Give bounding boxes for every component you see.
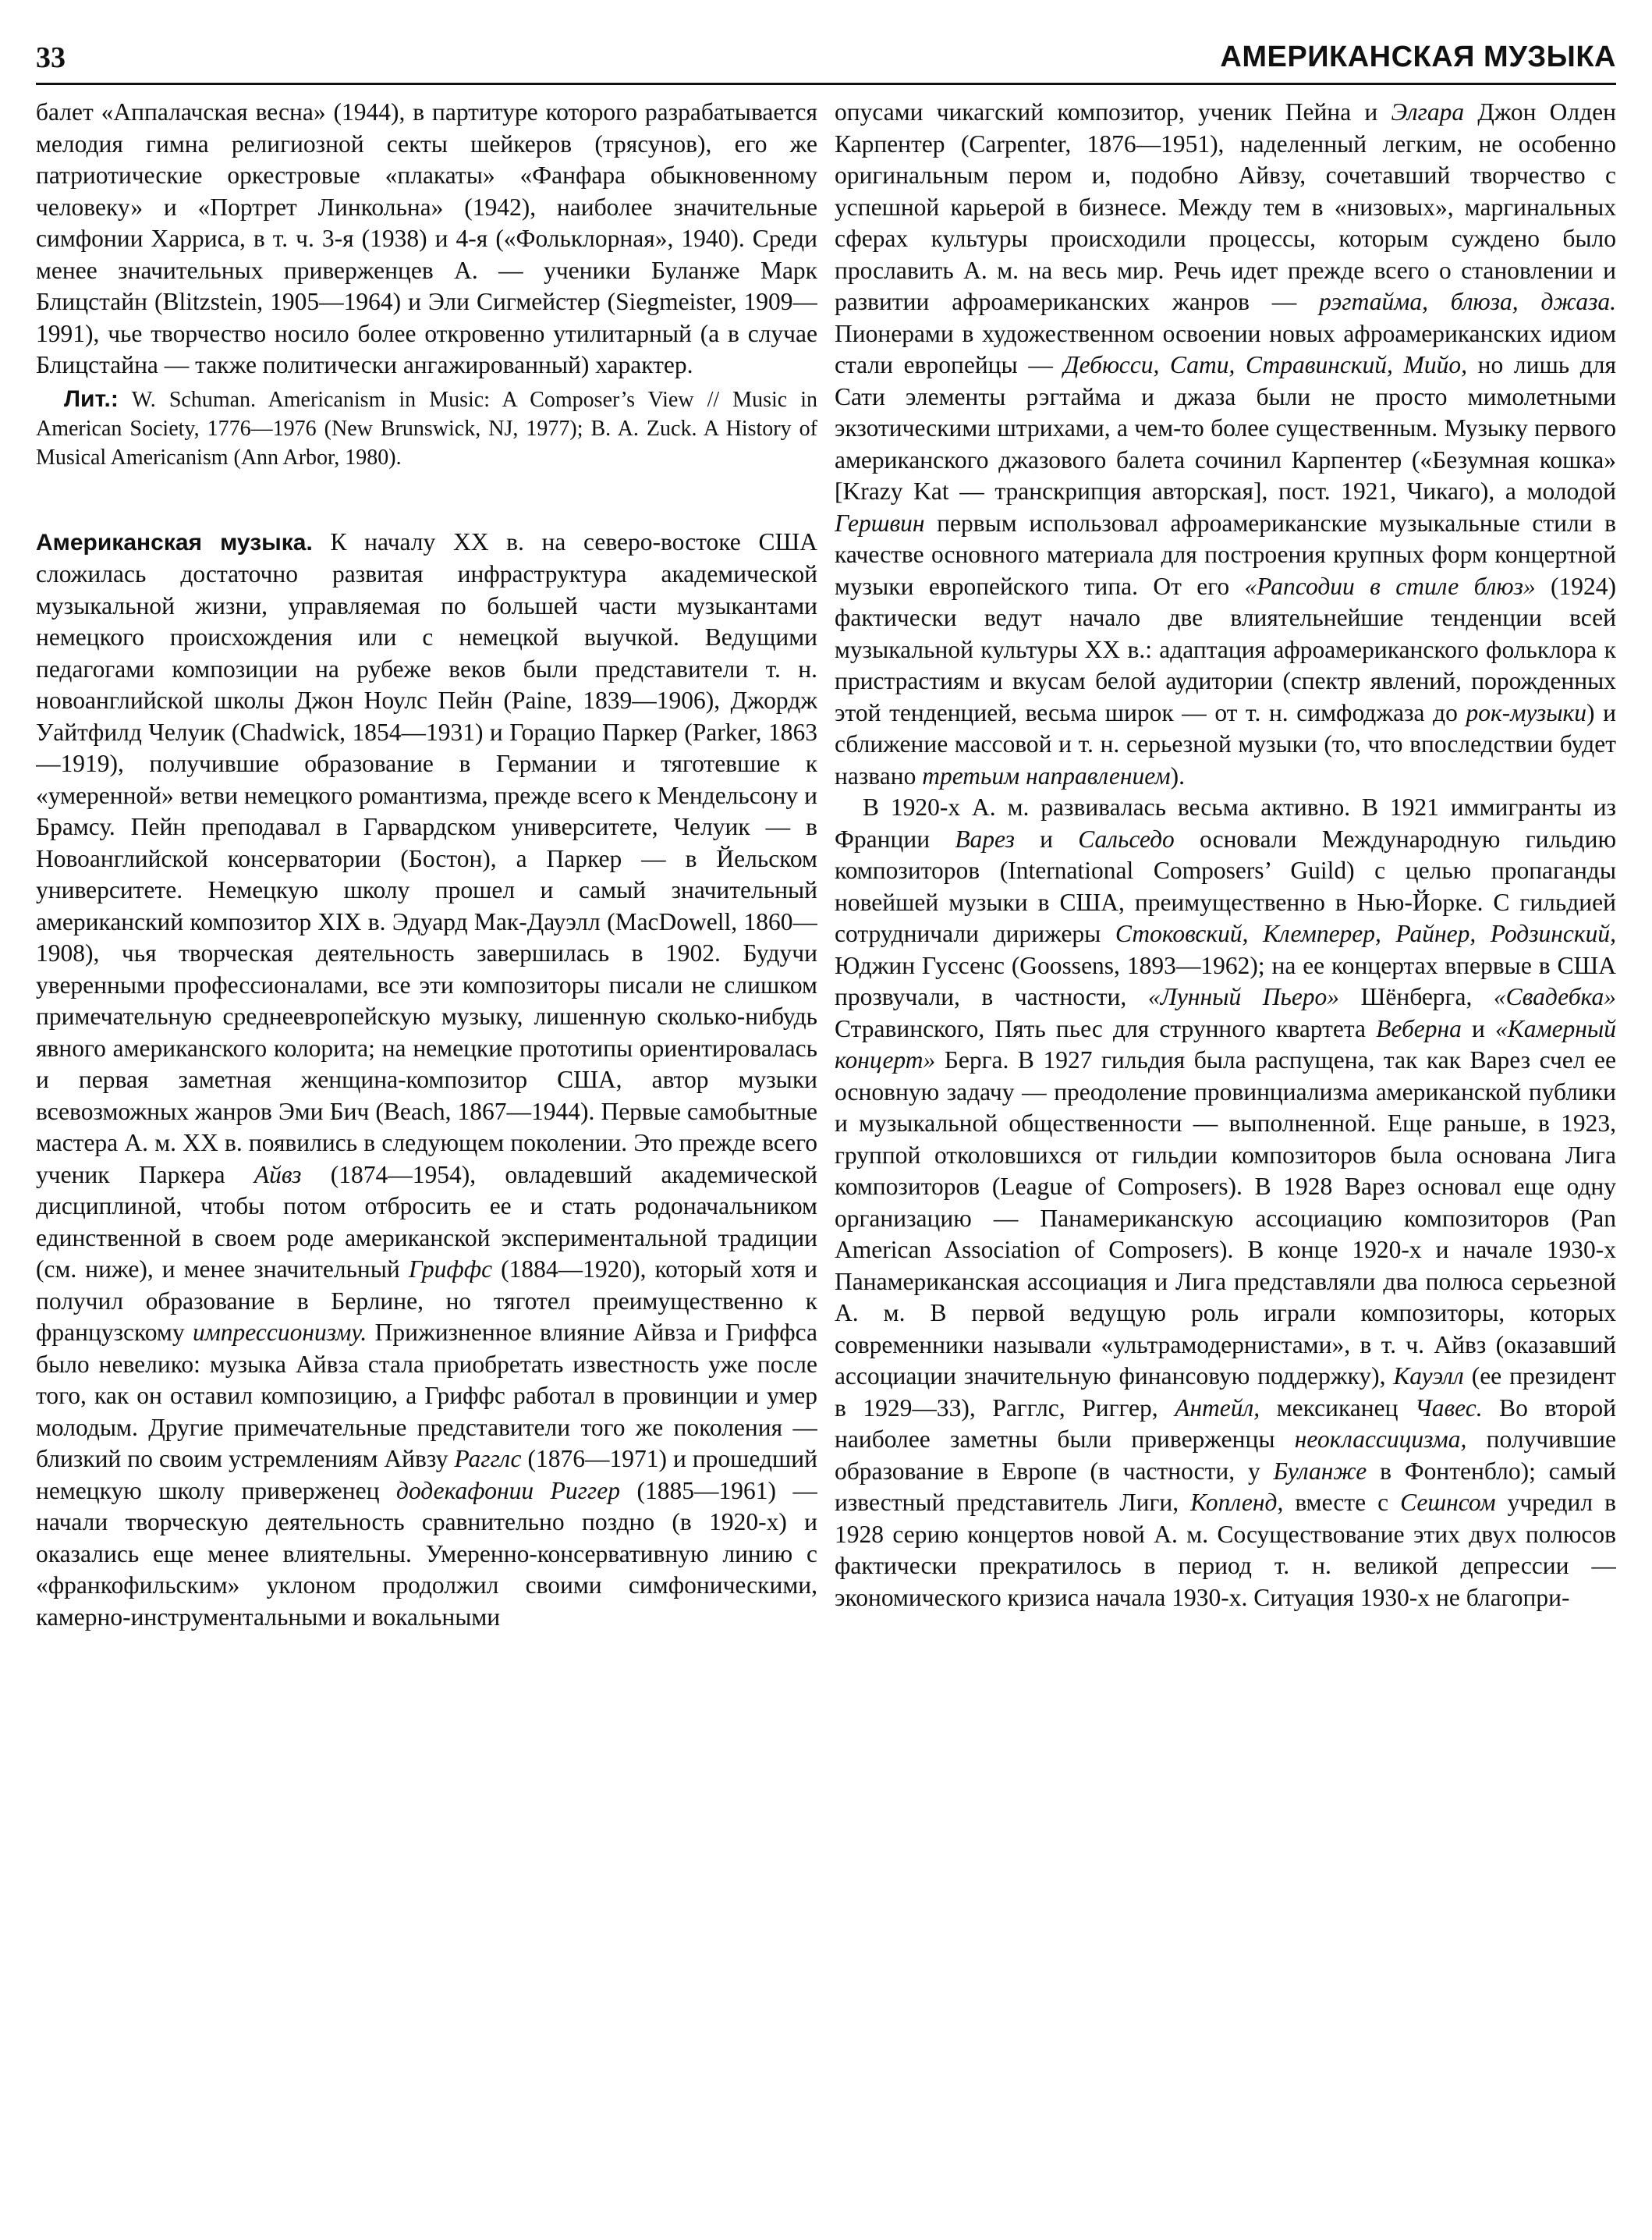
literature-label: Лит.: bbox=[64, 385, 119, 412]
crossref: «Свадебка» bbox=[1493, 983, 1616, 1010]
page-number: 33 bbox=[36, 41, 66, 74]
article-paragraph: Американская музыка. К началу XX в. на северо-востоке США сложилась достаточно развитая инфраструктура академической музыкальной жизни, управляемая по большей части музыкантами немецкого происхождения или с немецкой выучкой. Ведущими педагогами композиции на рубеже веков были представители т. н. новоанглийской школы Джон Ноулс Пейн (Paine, 1839—1906), Джордж Уайтфилд Челуик (Chadwick, 1854—1931) и Горацио Паркер (Parker, 1863—1919), получившие образование в Германии и тяготевшие к «умеренной» ветви немецкого романтизма, прежде всего к Мендельсону и Брамсу. Пейн преподавал в Гарвардском университете, Челуик — в Новоанглийской консерватории (Бостон), а Паркер — в Йельском университете. Немецкую школу прошел и самый значительный американский композитор XIX в. Эдуард Мак-Дауэлл (MacDowell, 1860—1908), чья творческая деятельность завершилась в 1902. Будучи уверенными профессионалами, все эти композиторы писали не слишком примечательную среднеевропейскую музыку, лишенную сколько-нибудь явного американского колорита; на немецкие прототипы ориентировалась и первая заметная женщина-композитор США, автор музыки всевозможных жанров Эми Бич (Beach, 1867—1944). Первые самобытные мастера А. м. XX в. появились в следующем поколении. Это прежде всего ученик Паркера Айвз (1874—1954), овладевший академической дисциплиной, чтобы потом отбросить ее и стать родоначальником единственной в своем роде американской экспериментальной традиции (см. ниже), и менее значительный Гриффс (1884—1920), который хотя и получил образование в Берлине, но тяготел преимущественно к французскому импрессионизму. Прижизненное влияние Айвза и Гриффса было невелико: музыка Айвза стала приобретать известность уже после того, как он оставил композицию, а Гриффс работал в провинции и умер молодым. Другие примечательные представители того же поколения — близкий по своим устремлениям Айвзу Рагглс (1876—1971) и прошедший немецкую школу приверженец додекафонии Риггер (1885—1961) — начали творческую деятельность сравнительно поздно (в 1920-х) и оказались еще менее влиятельны. Умеренно-консервативную линию с «франкофильским» уклоном продолжил своими симфоническими, камерно-инструментальными и вокальными bbox=[36, 527, 817, 1631]
header-rule bbox=[36, 83, 1616, 85]
article-gap bbox=[36, 472, 817, 527]
crossref: Гриффс bbox=[408, 1255, 493, 1283]
running-head: АМЕРИКАНСКАЯ МУЗЫКА bbox=[1220, 41, 1616, 73]
right-column bbox=[835, 97, 1616, 2227]
crossref: «Лунный Пьеро» bbox=[1147, 983, 1340, 1010]
crossref: Веберна bbox=[1376, 1014, 1462, 1042]
crossref: Гершвин bbox=[835, 509, 925, 537]
crossref: Дебюсси, Сати, Стравинский, Мийо, bbox=[1063, 351, 1467, 378]
crossref: додекафонии Риггер bbox=[396, 1476, 620, 1504]
crossref: Буланже bbox=[1273, 1457, 1367, 1485]
article-paragraph-1920s: В 1920-х А. м. развивалась весьма активно. В 1921 иммигранты из Франции Варез и Сальседо основали Международную гильдию композиторов (International Composers’ Guild) с целью пропаганды новейшей музыки в США, преимущественно в Нью-Йорке. С гильдией сотрудничали дирижеры Стоковский, Клемперер, Райнер, Родзинский, Юджин Гуссенс (Goossens, 1893—1962); на ее концертах впервые в США прозвучали, в частности, «Лунный Пьеро» Шёнберга, «Свадебка» Стравинского, Пять пьес для струнного квартета Веберна и «Камерный концерт» Берга. В 1927 гильдия была распущена, так как Варез счел ее основную задачу — преодоление провинциализма американской публики и музыкальной общественности — выполненной. Еще раньше, в 1923, группой отколовшихся от гильдии композиторов была основана Лига композиторов (League of Composers). В 1928 Варез основал еще одну организацию — Панамериканскую ассоциацию композиторов (Pan American Association of Composers). В конце 1920-х и начале 1930-х Панамериканская ассоциация и Лига представляли два полюса серьезной А. м. В первой ведущую роль играли композиторы, которых современники называли «ультрамодернистами», в т. ч. Айвз (оказавший ассоциации значительную финансовую поддержку), Кауэлл (ее президент в 1929—33), Рагглс, Риггер, Антейл, мексиканец Чавес. Во второй наиболее заметны были приверженцы неоклассицизма, получившие образование в Европе (в частности, у Буланже в Фонтенбло); самый известный представитель Лиги, Копленд, вместе с Сешнсом учредил в 1928 серию концертов новой А. м. Сосуществование этих двух полюсов фактически прекратилось в период т. н. великой депрессии — экономического кризиса начала 1930-х. Ситуация 1930-х не благопри- bbox=[835, 793, 1616, 1611]
crossref: Варез bbox=[955, 825, 1015, 853]
crossref: импрессионизму. bbox=[192, 1319, 367, 1346]
continued-paragraph: балет «Аппалачская весна» (1944), в партитуре которого разрабатывается мелодия гимна религиозной секты шейкеров (трясунов), его же патриотические оркестровые «плакаты» «Фанфара обыкновенному человеку» и «Портрет Линкольна» (1942), наиболее значительные симфонии Харриса, в т. ч. 3-я (1938) и 4-я («Фольклорная», 1940). Среди менее значительных приверженцев А. — ученики Буланже Марк Блицстайн (Blitzstein, 1905—1964) и Эли Сигмейстер (Siegmeister, 1909—1991), чье творчество носило более откровенно утилитарный (а в случае Блицстайна — также политически ангажированный) характер. bbox=[36, 98, 817, 378]
crossref: «Камерный концерт» bbox=[835, 1014, 1616, 1074]
crossref: «Рапсодии в стиле блюз» bbox=[1244, 572, 1536, 600]
article-paragraph-cont: опусами чикагский композитор, ученик Пейна и Элгара Джон Олден Карпентер (Carpenter, 1876—1951), наделенный легким, не особенно оригинальным пером и, подобно Айвзу, сочетавший творчество с успешной карьерой в бизнесе. Между тем в «низовых», маргинальных сферах культуры происходили процессы, которым суждено было прославить А. м. на весь мир. Речь идет прежде всего о становлении и развитии афроамериканских жанров — рэгтайма, блюза, джаза. Пионерами в художественном освоении новых афроамериканских идиом стали европейцы — Дебюсси, Сати, Стравинский, Мийо, но лишь для Сати элементы рэгтайма и джаза были не просто мимолетными экзотическими штрихами, а чем-то более существенным. Музыку первого американского джазового балета сочинил Карпентер («Безумная кошка» [Krazy Kat — транскрипция авторская], пост. 1921, Чикаго), а молодой Гершвин первым использовал афроамериканские музыкальные стили в качестве основного материала для построения крупных форм концертной музыки европейского типа. От его «Рапсодии в стиле блюз» (1924) фактически ведут начало две влиятельнейшие тенденции всей музыкальной культуры XX в.: адаптация афроамериканского фольклора к пристрастиям и вкусам белой аудитории (спектр явлений, порожденных этой тенденцией, весьма широк — от т. н. симфоджаза до рок-музыки) и сближение массовой и т. н. серьезной музыки (то, что впоследствии будет названо третьим направлением). bbox=[835, 98, 1616, 790]
literature-text: W. Schuman. Americanism in Music: A Composer’s View // Music in American Society, 1776—1976 (New Brunswick, NJ, 1977); B. A. Zuck. A History of Musical Americanism (Ann Arbor, 1980). bbox=[36, 387, 817, 470]
page-header bbox=[36, 41, 1616, 81]
crossref: Айвз bbox=[253, 1160, 302, 1188]
crossref: рок-музыки bbox=[1466, 698, 1587, 726]
crossref: Элгара bbox=[1391, 98, 1465, 126]
crossref: Стоковский, Клемперер, Райнер, Родзинский, bbox=[1115, 920, 1616, 947]
crossref: Сальседо bbox=[1078, 825, 1175, 853]
crossref: неоклассицизма, bbox=[1294, 1425, 1467, 1453]
crossref: Копленд, bbox=[1190, 1489, 1284, 1516]
crossref: Антейл, bbox=[1175, 1393, 1260, 1422]
crossref: Кауэлл bbox=[1393, 1362, 1464, 1390]
left-column bbox=[36, 97, 817, 2227]
crossref: Сешнсом bbox=[1400, 1489, 1496, 1516]
article-title: Американская музыка. bbox=[36, 529, 313, 556]
crossref: третьим направлением bbox=[922, 761, 1171, 790]
literature-note bbox=[36, 385, 817, 472]
crossref: рэгтайма, блюза, джаза. bbox=[1319, 288, 1616, 315]
crossref: Чавес. bbox=[1415, 1393, 1483, 1422]
crossref: Рагглс bbox=[454, 1445, 522, 1472]
